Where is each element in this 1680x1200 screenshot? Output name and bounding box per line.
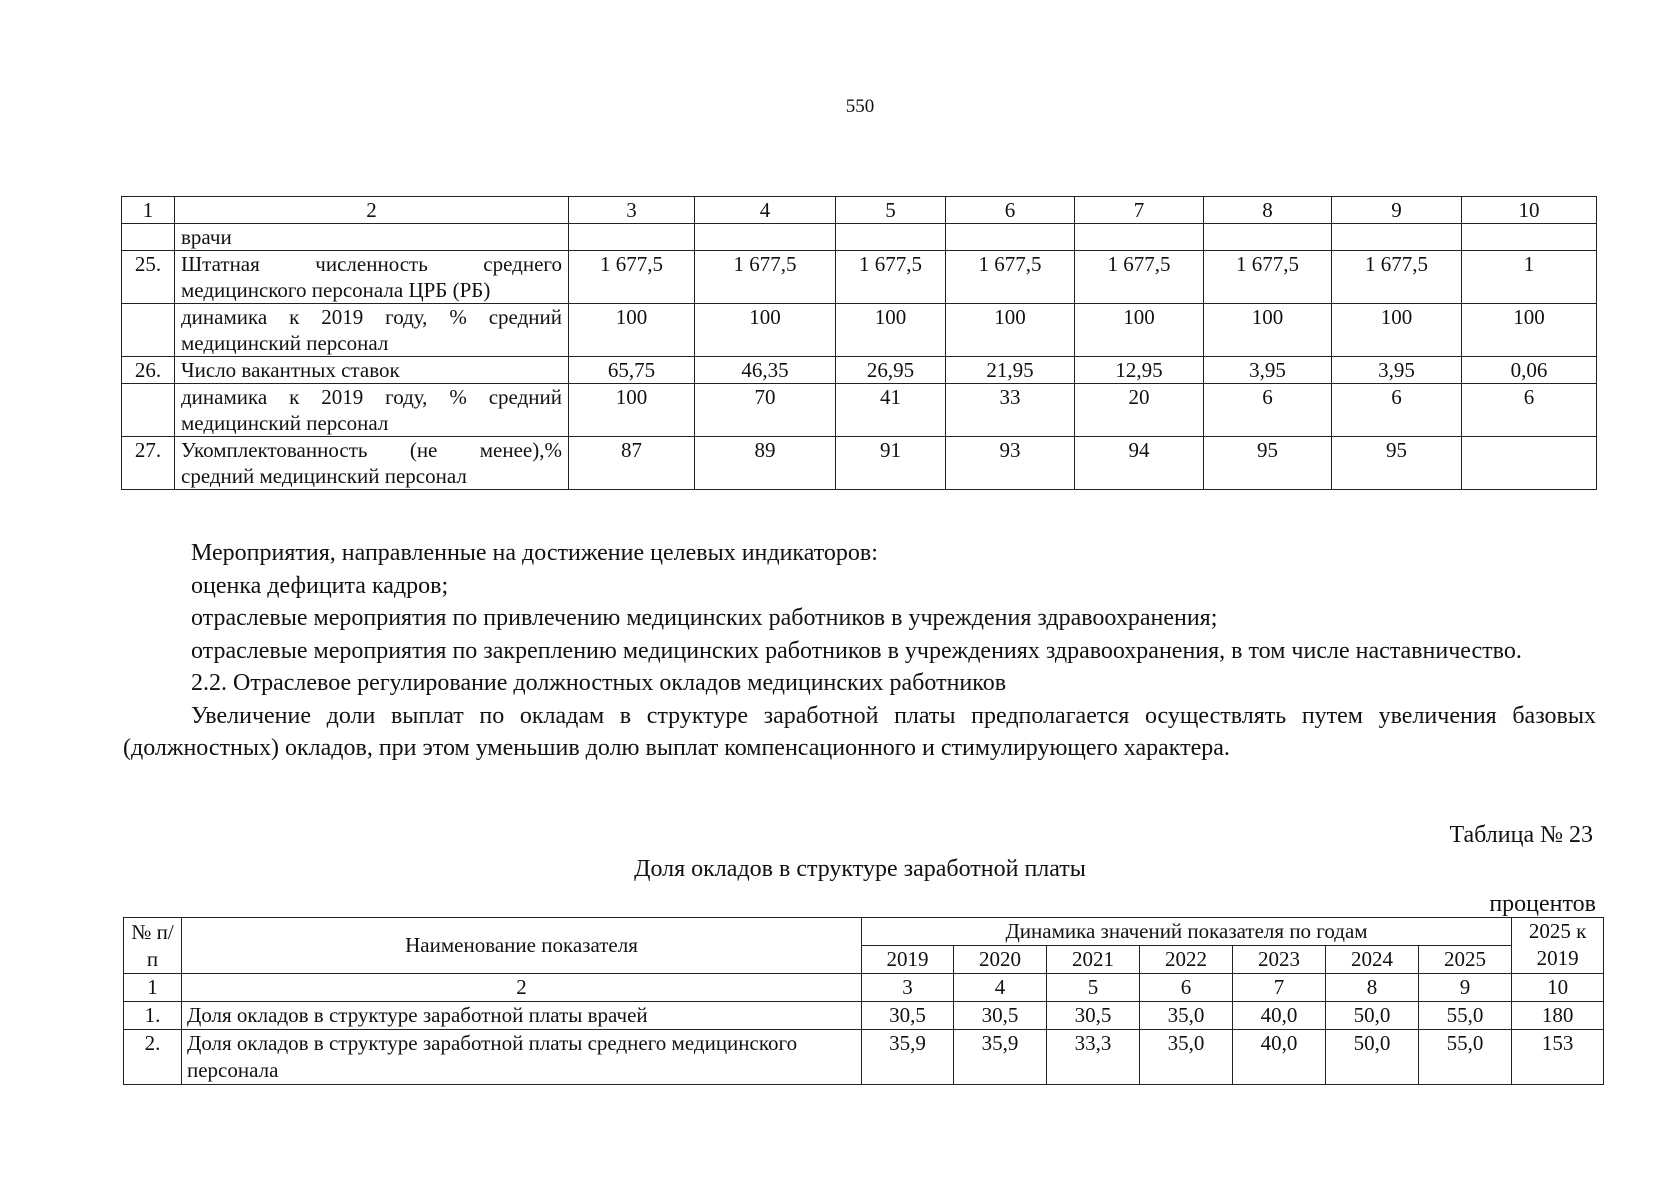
header-cell: 6: [946, 197, 1075, 224]
value-cell: 100: [569, 384, 695, 437]
value-cell: 33,3: [1047, 1030, 1140, 1085]
value-cell: 1 677,5: [1075, 251, 1204, 304]
index-cell: 1: [124, 974, 182, 1002]
value-cell: 0,06: [1462, 357, 1597, 384]
value-cell: 1: [1462, 251, 1597, 304]
header-cell: 1: [122, 197, 175, 224]
header-cell-year: 2024: [1326, 946, 1419, 974]
value-cell: 1 677,5: [836, 251, 946, 304]
value-cell: [569, 224, 695, 251]
value-cell: 3,95: [1332, 357, 1462, 384]
table-row: [122, 224, 1597, 251]
row-name: динамика к 2019 году, % средний медицинский персонал: [175, 304, 569, 357]
value-cell: 1 677,5: [569, 251, 695, 304]
index-cell: 6: [1140, 974, 1233, 1002]
row-number: [122, 224, 175, 251]
value-cell: 35,0: [1140, 1030, 1233, 1085]
value-cell: 1 677,5: [1332, 251, 1462, 304]
header-cell: 8: [1204, 197, 1332, 224]
value-cell: [1075, 224, 1204, 251]
value-cell: 94: [1075, 437, 1204, 490]
header-cell-ratio: 2025 к 2019: [1512, 918, 1604, 974]
value-cell: 26,95: [836, 357, 946, 384]
row-name: Укомплектованность (не менее),% средний медицинский персонал: [175, 437, 569, 490]
value-cell: 40,0: [1233, 1030, 1326, 1085]
index-cell: 4: [954, 974, 1047, 1002]
staffing-table: [121, 196, 1597, 490]
row-name: врачи: [175, 224, 569, 251]
row-name: динамика к 2019 году, % средний медицинский персонал: [175, 384, 569, 437]
index-cell: 9: [1419, 974, 1512, 1002]
value-cell: 3,95: [1204, 357, 1332, 384]
value-cell: 1 677,5: [1204, 251, 1332, 304]
row-number: [122, 304, 175, 357]
header-cell-group: Динамика значений показателя по годам: [862, 918, 1512, 946]
value-cell: 46,35: [695, 357, 836, 384]
table-row: [124, 1002, 1604, 1030]
row-number: [122, 384, 175, 437]
row-name: Число вакантных ставок: [175, 357, 569, 384]
value-cell: 93: [946, 437, 1075, 490]
section-heading: 2.2. Отраслевое регулирование должностных окладов медицинских работников: [191, 670, 1007, 696]
body-text: [123, 537, 1596, 765]
table-row: [122, 384, 1597, 437]
value-cell: 12,95: [1075, 357, 1204, 384]
table-header-row: [124, 918, 1604, 946]
value-cell: 100: [1204, 304, 1332, 357]
value-cell: 55,0: [1419, 1030, 1512, 1085]
header-cell: 5: [836, 197, 946, 224]
header-cell-year: 2020: [954, 946, 1047, 974]
value-cell: 100: [569, 304, 695, 357]
index-cell: 7: [1233, 974, 1326, 1002]
value-cell: 6: [1204, 384, 1332, 437]
paragraph: оценка дефицита кадров;: [191, 572, 449, 599]
header-cell: 4: [695, 197, 836, 224]
value-cell: 41: [836, 384, 946, 437]
value-cell: 30,5: [862, 1002, 954, 1030]
salary-share-table: [123, 917, 1604, 1085]
value-cell: 33: [946, 384, 1075, 437]
page-number: 550: [845, 96, 875, 117]
value-cell: 6: [1332, 384, 1462, 437]
value-cell: 40,0: [1233, 1002, 1326, 1030]
value-cell: 95: [1332, 437, 1462, 490]
table-row: [122, 437, 1597, 490]
value-cell: 30,5: [954, 1002, 1047, 1030]
row-number: 1.: [124, 1002, 182, 1030]
header-cell-year: 2021: [1047, 946, 1140, 974]
paragraph: отраслевые мероприятия по закреплению медицинских работников в учреждениях здравоохранения, в том числе наставничество.: [191, 637, 1522, 664]
table-caption: Таблица № 23: [1449, 822, 1593, 848]
value-cell: 91: [836, 437, 946, 490]
header-cell: 2: [175, 197, 569, 224]
value-cell: 21,95: [946, 357, 1075, 384]
table-units: процентов: [1489, 891, 1596, 917]
row-number: 2.: [124, 1030, 182, 1085]
row-number: 26.: [122, 357, 175, 384]
value-cell: [1462, 224, 1597, 251]
value-cell: 100: [1332, 304, 1462, 357]
paragraph: Увеличение доли выплат по окладам в структуре заработной платы предполагается осуществлять путем увеличения базовых (должностных) окладов, при этом уменьшив долю выплат компенсационного и стимулирующего характера.: [123, 702, 1596, 761]
table-row: [122, 251, 1597, 304]
value-cell: [946, 224, 1075, 251]
table-index-row: [124, 974, 1604, 1002]
index-cell: 8: [1326, 974, 1419, 1002]
index-cell: 10: [1512, 974, 1604, 1002]
header-cell-year: 2019: [862, 946, 954, 974]
value-cell: 100: [1462, 304, 1597, 357]
index-cell: 5: [1047, 974, 1140, 1002]
value-cell: 70: [695, 384, 836, 437]
value-cell: 100: [946, 304, 1075, 357]
value-cell: 50,0: [1326, 1002, 1419, 1030]
row-number: 25.: [122, 251, 175, 304]
value-cell: 55,0: [1419, 1002, 1512, 1030]
row-name: Доля окладов в структуре заработной платы среднего медицинского персонала: [182, 1030, 862, 1085]
header-cell: 7: [1075, 197, 1204, 224]
value-cell: [695, 224, 836, 251]
value-cell: 95: [1204, 437, 1332, 490]
value-cell: 20: [1075, 384, 1204, 437]
value-cell: 180: [1512, 1002, 1604, 1030]
value-cell: [1332, 224, 1462, 251]
table-row: [122, 357, 1597, 384]
value-cell: 65,75: [569, 357, 695, 384]
index-cell: 2: [182, 974, 862, 1002]
table-title: Доля окладов в структуре заработной платы: [634, 856, 1086, 882]
value-cell: 50,0: [1326, 1030, 1419, 1085]
value-cell: [836, 224, 946, 251]
value-cell: 87: [569, 437, 695, 490]
value-cell: 153: [1512, 1030, 1604, 1085]
value-cell: 100: [836, 304, 946, 357]
value-cell: 35,9: [862, 1030, 954, 1085]
table-row: [124, 1030, 1604, 1085]
header-cell: 10: [1462, 197, 1597, 224]
header-cell-name: Наименование показателя: [182, 918, 862, 974]
row-name: Штатная численность среднего медицинского персонала ЦРБ (РБ): [175, 251, 569, 304]
value-cell: 1 677,5: [946, 251, 1075, 304]
paragraph: отраслевые мероприятия по привлечению медицинских работников в учреждения здравоохранения;: [191, 605, 1218, 631]
value-cell: 100: [1075, 304, 1204, 357]
header-cell: 9: [1332, 197, 1462, 224]
header-cell-year: 2022: [1140, 946, 1233, 974]
header-cell: 3: [569, 197, 695, 224]
value-cell: 6: [1462, 384, 1597, 437]
value-cell: [1204, 224, 1332, 251]
index-cell: 3: [862, 974, 954, 1002]
value-cell: 35,9: [954, 1030, 1047, 1085]
row-number: 27.: [122, 437, 175, 490]
row-name: Доля окладов в структуре заработной платы врачей: [182, 1002, 862, 1030]
table-row: [122, 304, 1597, 357]
value-cell: 1 677,5: [695, 251, 836, 304]
paragraph: Мероприятия, направленные на достижение целевых индикаторов:: [191, 540, 878, 566]
table-header-row: [122, 197, 1597, 224]
header-cell-year: 2025: [1419, 946, 1512, 974]
header-cell-year: 2023: [1233, 946, 1326, 974]
header-cell-number: № п/п: [124, 918, 182, 974]
value-cell: 100: [695, 304, 836, 357]
value-cell: [1462, 437, 1597, 490]
value-cell: 30,5: [1047, 1002, 1140, 1030]
value-cell: 35,0: [1140, 1002, 1233, 1030]
value-cell: 89: [695, 437, 836, 490]
